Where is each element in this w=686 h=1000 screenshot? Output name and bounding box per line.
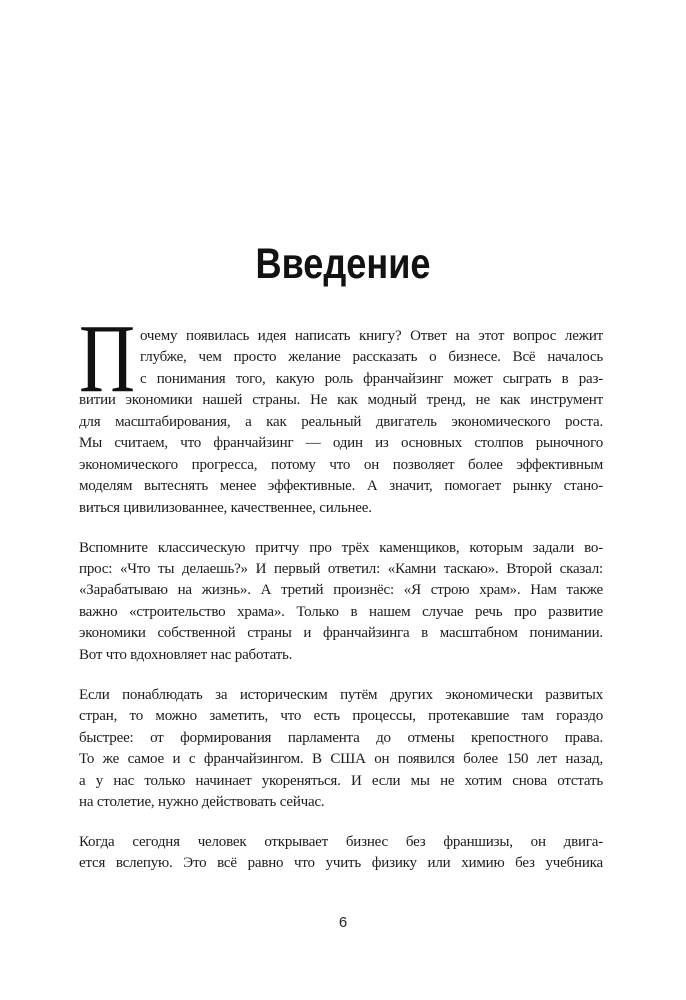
text-line: Если понаблюдать за историческим путём других экономически развитых: [79, 686, 603, 703]
text-line: виться цивилизованнее, качественнее, сильнее.: [79, 499, 372, 516]
text-line: ется вслепую. Это всё равно что учить физику или химию без учебника: [79, 855, 603, 872]
text-line: Вот что вдохновляет нас работать.: [79, 646, 293, 663]
text-line: витии экономики нашей страны. Не как модный тренд, не как инструмент: [79, 392, 603, 409]
text-line: «Зарабатываю на жизнь». А третий произнёс: «Я строю храм». Нам также: [79, 582, 603, 599]
text-line: стран, то можно заметить, что есть процессы, протекавшие там гораздо: [79, 708, 603, 725]
page-number: 6: [338, 914, 348, 931]
text-line: с понимания того, какую роль франчайзинг может сыграть в раз-: [140, 370, 603, 387]
text-line: То же самое и с франчайзингом. В США он появился более 150 лет назад,: [79, 751, 603, 768]
paragraph: [79, 538, 603, 667]
text-line: глубже, чем просто желание рассказать о бизнесе. Всё началось: [140, 349, 603, 366]
text-line: Мы считаем, что франчайзинг — один из основных столпов рыночного: [79, 435, 603, 452]
text-line: экономики собственной страны и франчайзинга в масштабном понимании.: [79, 625, 603, 642]
chapter-title: Введение: [255, 240, 431, 288]
paragraph: [79, 685, 603, 814]
text-line: Вспомните классическую притчу про трёх каменщиков, которым задали во-: [79, 539, 603, 556]
body-text: [79, 305, 603, 893]
drop-cap: П: [79, 305, 136, 412]
text-line: Когда сегодня человек открывает бизнес без франшизы, он двига-: [79, 834, 603, 851]
text-line: важно «строительство храма». Только в нашем случае речь про развитие: [79, 603, 603, 620]
text-line: а у нас только начинает укореняться. И если мы не хотим снова отстать: [79, 772, 603, 789]
text-line: очему появилась идея написать книгу? Ответ на этот вопрос лежит: [140, 328, 603, 344]
text-line: быстрее: от формирования парламента до отмены крепостного права.: [79, 729, 603, 746]
text-line: прос: «Что ты делаешь?» И первый ответил: «Камни таскаю». Второй сказал:: [79, 561, 603, 578]
paragraph: [79, 305, 603, 519]
paragraph: [79, 832, 603, 875]
text-line: экономического прогресса, потому что он позволяет более эффективным: [79, 456, 603, 473]
text-line: на столетие, нужно действовать сейчас.: [79, 794, 325, 811]
text-line: моделям вытеснять менее эффективные. А значит, помогает рынку стано-: [79, 478, 603, 495]
text-line: для масштабирования, а как реальный двигатель экономического роста.: [79, 413, 603, 430]
